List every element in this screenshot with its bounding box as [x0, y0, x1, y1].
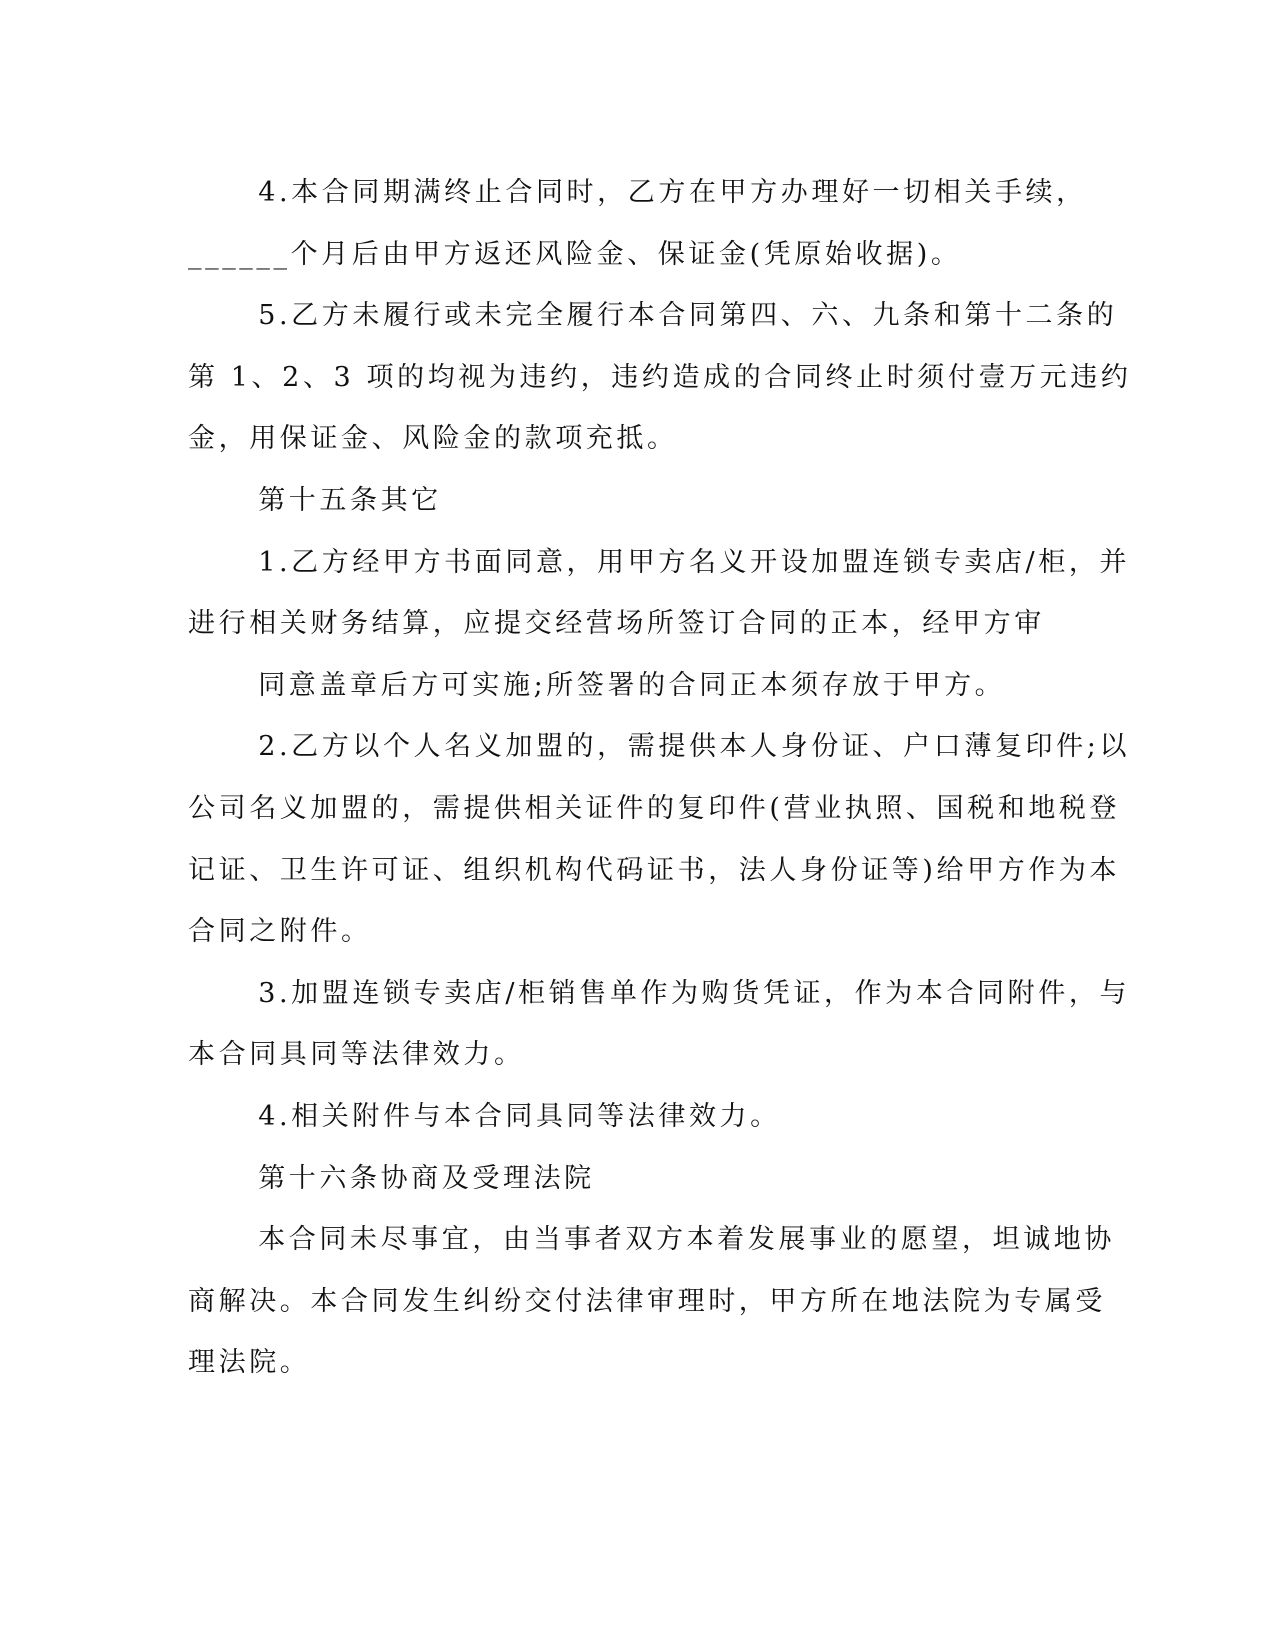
section-heading: 第十六条协商及受理法院 — [258, 1162, 595, 1194]
clause-15-item-1-cont — [188, 655, 1068, 717]
text-line: 4.相关附件与本合同具同等法律效力。 — [258, 1100, 781, 1132]
clause-15-item-1 — [188, 532, 1131, 655]
section-heading: 第十五条其它 — [258, 484, 442, 516]
clause-16-body — [188, 1209, 1115, 1394]
text-line: 3.加盟连锁专卖店/柜销售单作为购货凭证，作为本合同附件，与 — [258, 977, 1131, 1009]
clause-15-item-3 — [188, 963, 1131, 1086]
text-line: 商解决。本合同发生纠纷交付法律审理时，甲方所在地法院为专属受 — [188, 1285, 1106, 1317]
text-line: 第 1、2、3 项的均视为违约，违约造成的合同终止时须付壹万元违约 — [188, 361, 1132, 393]
text-line: 同意盖章后方可实施;所签署的合同正本须存放于甲方。 — [258, 669, 1006, 701]
text-line: 理法院。 — [188, 1347, 311, 1379]
text-line: 1.乙方经甲方书面同意，用甲方名义开设加盟连锁专卖店/柜，并 — [258, 546, 1131, 578]
clause-14-item-4 — [188, 162, 1087, 285]
text-line: 合同之附件。 — [188, 916, 372, 948]
text-line: 公司名义加盟的，需提供相关证件的复印件(营业执照、国税和地税登 — [188, 792, 1121, 824]
text-line: 本合同具同等法律效力。 — [188, 1039, 525, 1071]
clause-15-heading — [188, 470, 1068, 532]
text-line: ______个月后由甲方返还风险金、保证金(凭原始收据)。 — [188, 238, 962, 270]
text-line: 金，用保证金、风险金的款项充抵。 — [188, 423, 678, 455]
text-line: 2.乙方以个人名义加盟的，需提供本人身份证、户口薄复印件;以 — [258, 731, 1131, 763]
clause-15-item-2 — [188, 716, 1131, 962]
clause-15-item-4 — [188, 1086, 1068, 1148]
text-line: 本合同未尽事宜，由当事者双方本着发展事业的愿望，坦诚地协 — [258, 1224, 1115, 1256]
document-body — [188, 162, 1132, 1394]
clause-14-item-5 — [188, 285, 1132, 470]
text-line: 进行相关财务结算，应提交经营场所签订合同的正本，经甲方审 — [188, 608, 1045, 640]
text-line: 记证、卫生许可证、组织机构代码证书，法人身份证等)给甲方作为本 — [188, 854, 1121, 886]
text-line: 4.本合同期满终止合同时，乙方在甲方办理好一切相关手续， — [258, 177, 1087, 208]
clause-16-heading — [188, 1148, 1068, 1210]
text-line: 5.乙方未履行或未完全履行本合同第四、六、九条和第十二条的 — [258, 300, 1118, 332]
